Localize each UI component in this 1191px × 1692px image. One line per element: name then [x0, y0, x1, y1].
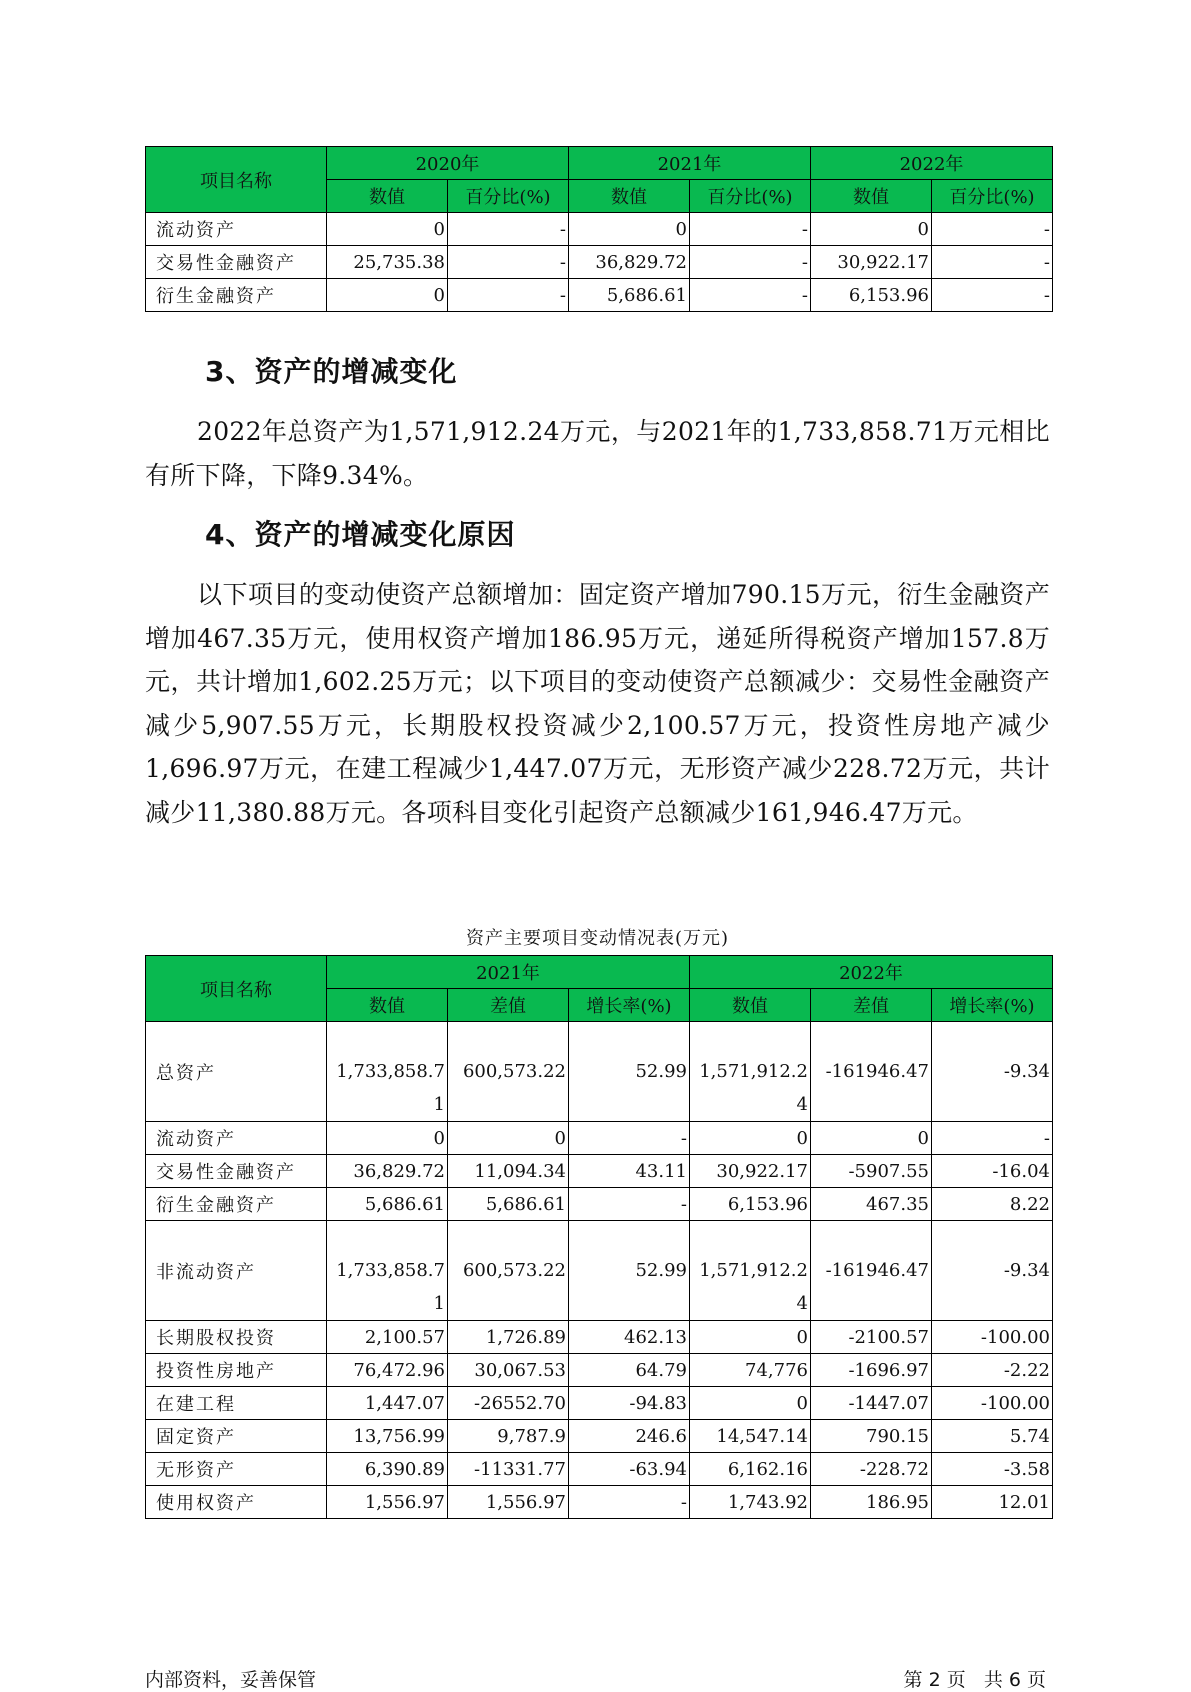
table-row — [146, 246, 1053, 279]
table-row — [146, 1453, 1053, 1486]
cell: - — [569, 1486, 690, 1519]
subheader-value: 数值 — [327, 989, 448, 1022]
table-row — [146, 1188, 1053, 1221]
subheader-percent: 百分比(%) — [690, 180, 811, 213]
cell: - — [569, 1188, 690, 1221]
cell: 30,922.17 — [811, 246, 932, 279]
cell: 0 — [690, 1321, 811, 1354]
cell: 0 — [327, 279, 448, 312]
subheader-growth-rate: 增长率(%) — [569, 989, 690, 1022]
cell: 6,390.89 — [327, 1453, 448, 1486]
cell: 6,153.96 — [690, 1188, 811, 1221]
table-row — [146, 1155, 1053, 1188]
section-heading-4: 4、资产的增减变化原因 — [205, 518, 516, 551]
header-year-2021: 2021年 — [327, 956, 690, 989]
cell: 5.74 — [932, 1420, 1053, 1453]
asset-change-table — [145, 955, 1053, 1519]
header-item-name: 项目名称 — [146, 956, 327, 1022]
row-name: 衍生金融资产 — [146, 279, 327, 312]
cell: - — [448, 213, 569, 246]
cell: - — [932, 279, 1053, 312]
header-year-2022: 2022年 — [811, 147, 1053, 180]
cell: 0 — [327, 1122, 448, 1155]
cell: 1,743.92 — [690, 1486, 811, 1519]
cell: 1,733,858.71 — [327, 1022, 448, 1122]
row-name: 固定资产 — [146, 1420, 327, 1453]
subheader-percent: 百分比(%) — [448, 180, 569, 213]
cell: 74,776 — [690, 1354, 811, 1387]
cell: -94.83 — [569, 1387, 690, 1420]
cell: 600,573.22 — [448, 1022, 569, 1122]
cell: - — [448, 246, 569, 279]
cell: 6,162.16 — [690, 1453, 811, 1486]
cell: 0 — [690, 1387, 811, 1420]
cell: 600,573.22 — [448, 1221, 569, 1321]
cell: 5,686.61 — [448, 1188, 569, 1221]
row-name: 长期股权投资 — [146, 1321, 327, 1354]
row-name: 非流动资产 — [146, 1221, 327, 1321]
cell: -161946.47 — [811, 1221, 932, 1321]
cell: 462.13 — [569, 1321, 690, 1354]
cell: 8.22 — [932, 1188, 1053, 1221]
cell: 36,829.72 — [569, 246, 690, 279]
cell: 12.01 — [932, 1486, 1053, 1519]
cell: 186.95 — [811, 1486, 932, 1519]
cell: 1,733,858.71 — [327, 1221, 448, 1321]
row-name: 投资性房地产 — [146, 1354, 327, 1387]
row-name: 流动资产 — [146, 213, 327, 246]
asset-share-table — [145, 146, 1053, 312]
cell: - — [448, 279, 569, 312]
cell: 0 — [811, 213, 932, 246]
header-item-name: 项目名称 — [146, 147, 327, 213]
cell: - — [690, 213, 811, 246]
cell: -2.22 — [932, 1354, 1053, 1387]
cell: 52.99 — [569, 1022, 690, 1122]
cell: 1,571,912.24 — [690, 1221, 811, 1321]
table-row — [146, 1420, 1053, 1453]
cell: - — [932, 213, 1053, 246]
table-row — [146, 213, 1053, 246]
cell: 0 — [811, 1122, 932, 1155]
cell: 0 — [569, 213, 690, 246]
cell: 52.99 — [569, 1221, 690, 1321]
cell: - — [569, 1122, 690, 1155]
cell: 1,726.89 — [448, 1321, 569, 1354]
cell: 14,547.14 — [690, 1420, 811, 1453]
table-row — [146, 1354, 1053, 1387]
cell: 2,100.57 — [327, 1321, 448, 1354]
cell: -16.04 — [932, 1155, 1053, 1188]
cell: 25,735.38 — [327, 246, 448, 279]
cell: 64.79 — [569, 1354, 690, 1387]
cell: 467.35 — [811, 1188, 932, 1221]
cell: 9,787.9 — [448, 1420, 569, 1453]
cell: 13,756.99 — [327, 1420, 448, 1453]
cell: -2100.57 — [811, 1321, 932, 1354]
cell: 246.6 — [569, 1420, 690, 1453]
cell: -228.72 — [811, 1453, 932, 1486]
subheader-difference: 差值 — [811, 989, 932, 1022]
subheader-value: 数值 — [569, 180, 690, 213]
row-name: 衍生金融资产 — [146, 1188, 327, 1221]
header-year-2022: 2022年 — [690, 956, 1053, 989]
cell: -5907.55 — [811, 1155, 932, 1188]
subheader-value: 数值 — [327, 180, 448, 213]
section-paragraph-3: 2022年总资产为1,571,912.24万元，与2021年的1,733,858.71万元相比有所下降，下降9.34%。 — [145, 417, 1050, 490]
cell: 5,686.61 — [569, 279, 690, 312]
table-row — [146, 1387, 1053, 1420]
cell: -9.34 — [932, 1221, 1053, 1321]
footer-page-number: 第 2 页 共 6 页 — [903, 1669, 1046, 1691]
cell: -100.00 — [932, 1387, 1053, 1420]
cell: 5,686.61 — [327, 1188, 448, 1221]
cell: 1,556.97 — [448, 1486, 569, 1519]
cell: 1,556.97 — [327, 1486, 448, 1519]
header-year-2020: 2020年 — [327, 147, 569, 180]
subheader-value: 数值 — [690, 989, 811, 1022]
cell: - — [690, 279, 811, 312]
cell: -11331.77 — [448, 1453, 569, 1486]
table-row — [146, 279, 1053, 312]
table-row — [146, 1486, 1053, 1519]
cell: 0 — [448, 1122, 569, 1155]
cell: -161946.47 — [811, 1022, 932, 1122]
cell: -26552.70 — [448, 1387, 569, 1420]
subheader-percent: 百分比(%) — [932, 180, 1053, 213]
cell: 1,571,912.24 — [690, 1022, 811, 1122]
subheader-difference: 差值 — [448, 989, 569, 1022]
cell: - — [932, 1122, 1053, 1155]
cell: -1696.97 — [811, 1354, 932, 1387]
row-name: 交易性金融资产 — [146, 1155, 327, 1188]
cell: 76,472.96 — [327, 1354, 448, 1387]
table-row — [146, 1122, 1053, 1155]
row-name: 无形资产 — [146, 1453, 327, 1486]
table-row — [146, 1321, 1053, 1354]
table-caption: 资产主要项目变动情况表(万元) — [465, 928, 730, 949]
cell: 0 — [327, 213, 448, 246]
cell: - — [932, 246, 1053, 279]
cell: 0 — [690, 1122, 811, 1155]
cell: -9.34 — [932, 1022, 1053, 1122]
cell: -63.94 — [569, 1453, 690, 1486]
header-year-2021: 2021年 — [569, 147, 811, 180]
row-name: 流动资产 — [146, 1122, 327, 1155]
cell: 11,094.34 — [448, 1155, 569, 1188]
cell: -100.00 — [932, 1321, 1053, 1354]
row-name: 使用权资产 — [146, 1486, 327, 1519]
cell: 790.15 — [811, 1420, 932, 1453]
cell: 30,922.17 — [690, 1155, 811, 1188]
section-paragraph-4: 以下项目的变动使资产总额增加：固定资产增加790.15万元，衍生金融资产增加467.35万元，使用权资产增加186.95万元，递延所得税资产增加157.8万元，共计增加1,602.25万元；以下项目的变动使资产总额减少：交易性金融资产减少5,907.55万元，长期股权投资减少2,100.57万元，投资性房地产减少1,696.97万元，在建工程减少1,447.07万元，无形资产减少228.72万元，共计减少11,380.88万元。各项科目变化引起资产总额减少161,946.47万元。 — [145, 580, 1050, 827]
cell: 1,447.07 — [327, 1387, 448, 1420]
cell: -3.58 — [932, 1453, 1053, 1486]
cell: 43.11 — [569, 1155, 690, 1188]
cell: 30,067.53 — [448, 1354, 569, 1387]
subheader-growth-rate: 增长率(%) — [932, 989, 1053, 1022]
section-heading-3: 3、资产的增减变化 — [205, 355, 458, 388]
subheader-value: 数值 — [811, 180, 932, 213]
cell: 6,153.96 — [811, 279, 932, 312]
row-name: 交易性金融资产 — [146, 246, 327, 279]
cell: -1447.07 — [811, 1387, 932, 1420]
row-name: 在建工程 — [146, 1387, 327, 1420]
table-row — [146, 1022, 1053, 1122]
footer-confidential-note: 内部资料，妥善保管 — [145, 1669, 317, 1691]
cell: 36,829.72 — [327, 1155, 448, 1188]
cell: - — [690, 246, 811, 279]
table-row — [146, 1221, 1053, 1321]
row-name: 总资产 — [146, 1022, 327, 1122]
